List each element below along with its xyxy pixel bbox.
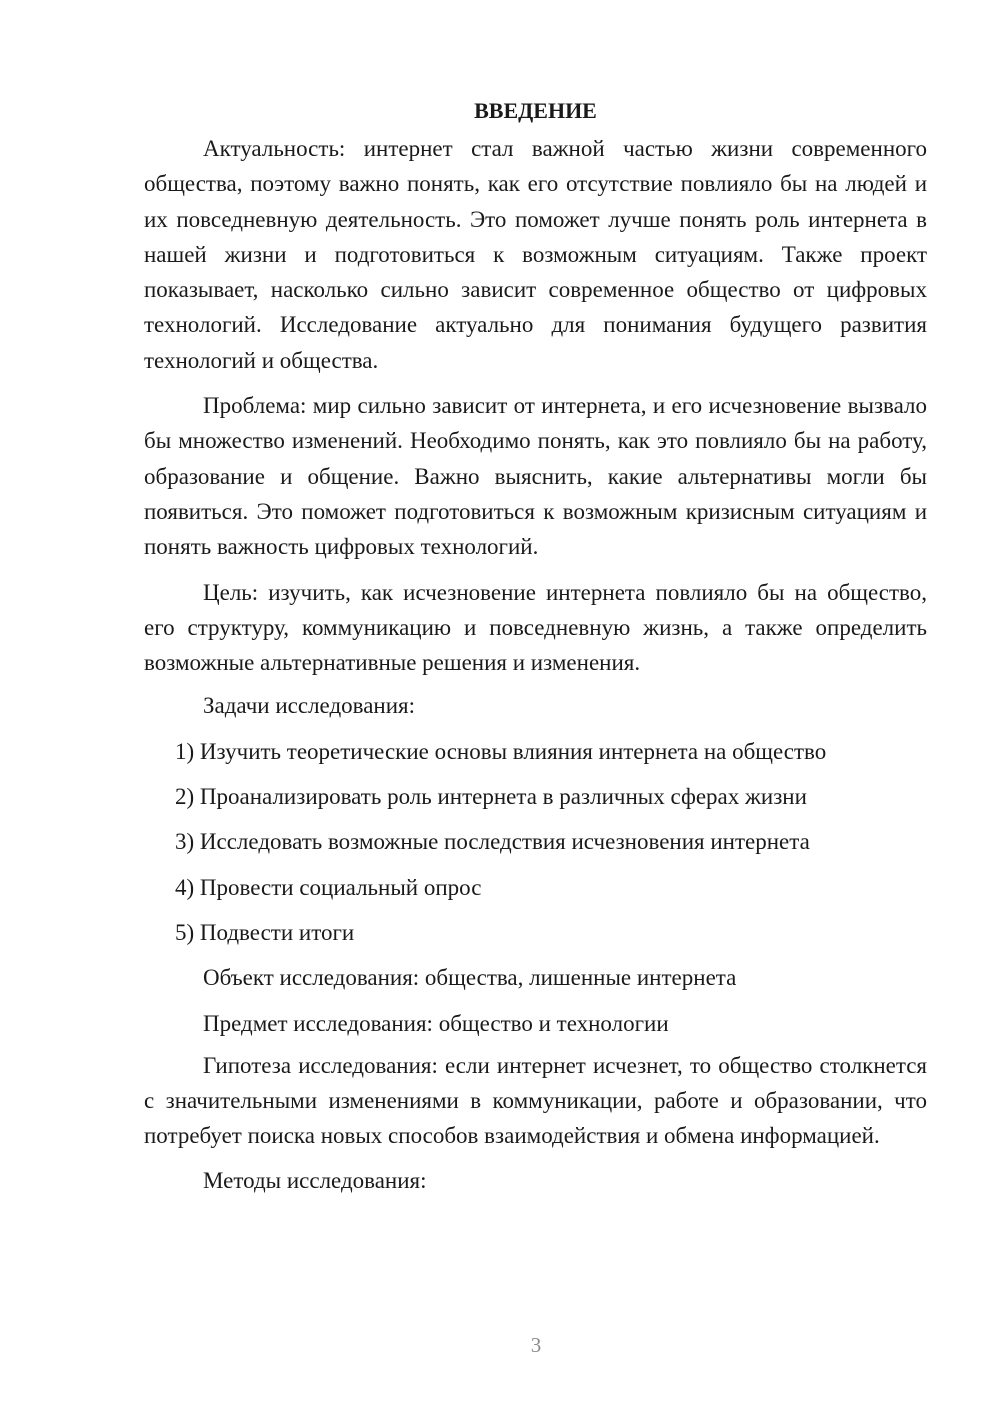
research-subject: Предмет исследования: общество и технологии xyxy=(203,1010,669,1036)
task-item: 1) Изучить теоретические основы влияния интернета на общество xyxy=(175,738,827,764)
task-item: 5) Подвести итоги xyxy=(175,919,355,945)
relevance-paragraph: Актуальность: интернет стал важной частью жизни современного общества, поэтому важно понять, как его отсутствие повлияло бы на людей и их повседневную деятельность. Это поможет лучше понять роль интернета в нашей жизни и подготовиться к возможным ситуациям. Также проект показывает, насколько сильно зависит современное общество от цифровых технологий. Исследование актуально для понимания будущего развития технологий и общества. xyxy=(144,136,927,373)
goal-paragraph: Цель: изучить, как исчезновение интернета повлияло бы на общество, его структуру, коммуникацию и повседневную жизнь, а также определить возможные альтернативные решения и изменения. xyxy=(144,579,927,676)
page-number: 3 xyxy=(530,1333,542,1357)
hypothesis-paragraph: Гипотеза исследования: если интернет исчезнет, то общество столкнется с значительными изменениями в коммуникации, работе и образовании, что потребует поиска новых способов взаимодействия и обмена информацией. xyxy=(144,1052,927,1149)
tasks-heading: Задачи исследования: xyxy=(203,693,416,719)
document-content xyxy=(144,96,927,1203)
task-item: 3) Исследовать возможные последствия исчезновения интернета xyxy=(175,829,810,855)
research-object: Объект исследования: общества, лишенные интернета xyxy=(203,965,737,991)
task-item: 2) Проанализировать роль интернета в различных сферах жизни xyxy=(175,784,807,810)
methods-heading: Методы исследования: xyxy=(203,1167,427,1193)
problem-paragraph: Проблема: мир сильно зависит от интернета, и его исчезновение вызвало бы множество изменений. Необходимо понять, как это повлияло бы на работу, образование и общение. Важно выяснить, какие альтернативы могли бы появиться. Это поможет подготовиться к возможным кризисным ситуациям и понять важность цифровых технологий. xyxy=(144,393,927,560)
task-item: 4) Провести социальный опрос xyxy=(175,874,482,900)
section-title: ВВЕДЕНИЕ xyxy=(474,98,597,123)
